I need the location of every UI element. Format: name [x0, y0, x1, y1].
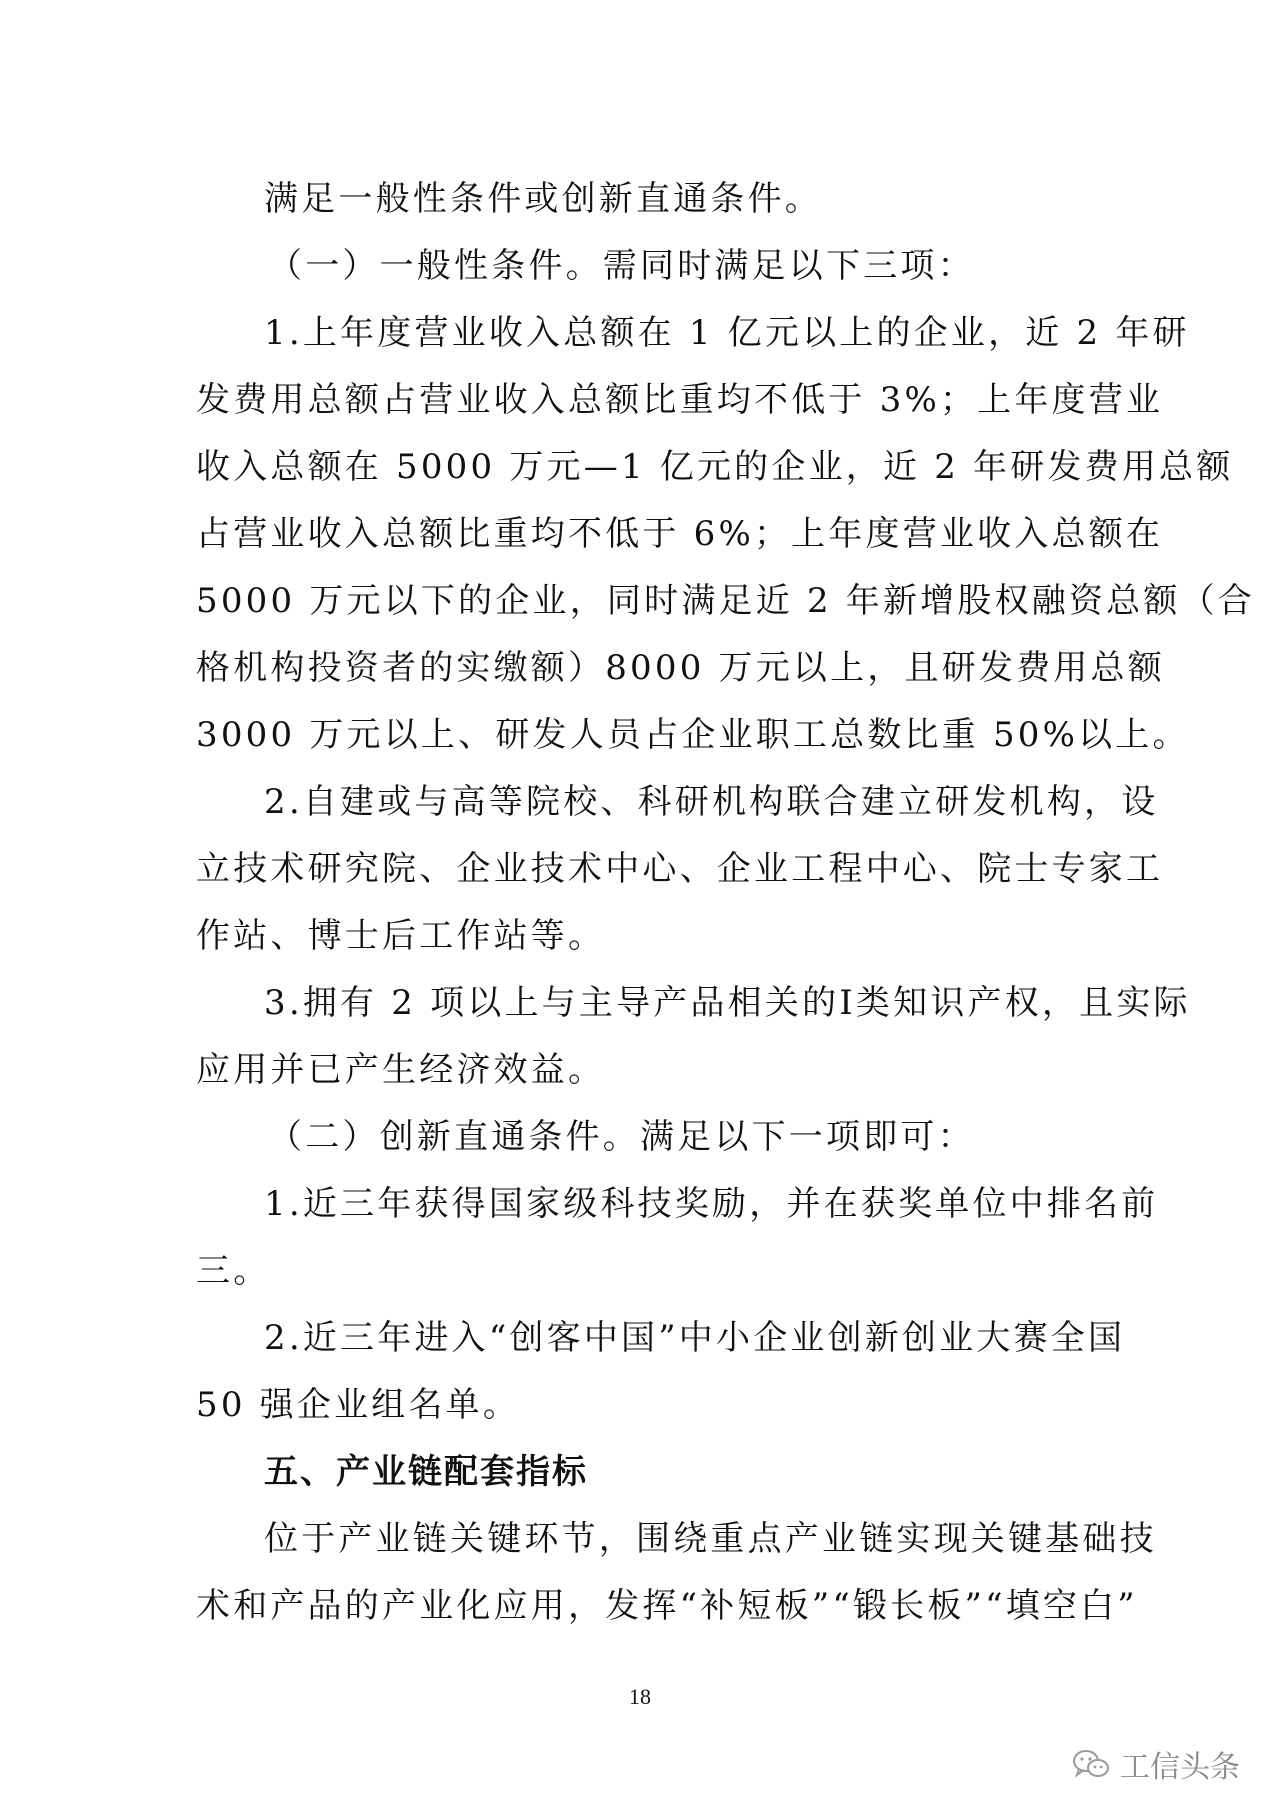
text-line: 格机构投资者的实缴额）8000 万元以上，且研发费用总额	[196, 648, 1165, 688]
section-heading: 五、产业链配套指标	[264, 1452, 588, 1492]
text-line: 发费用总额占营业收入总额比重均不低于 3%；上年度营业	[196, 380, 1164, 420]
text-line: 2.近三年进入“创客中国”中小企业创新创业大赛全国	[264, 1318, 1126, 1358]
page-number: 18	[629, 1684, 651, 1709]
text-line: 应用并已产生经济效益。	[196, 1050, 606, 1090]
text-line: 占营业收入总额比重均不低于 6%；上年度营业收入总额在	[196, 514, 1164, 554]
text-line: 3.拥有 2 项以上与主导产品相关的I类知识产权，且实际	[264, 983, 1191, 1023]
document-body	[196, 166, 1255, 1640]
text-line: 1.上年度营业收入总额在 1 亿元以上的企业，近 2 年研	[264, 313, 1190, 353]
text-line: 术和产品的产业化应用，发挥“补短板”“锻长板”“填空白”	[196, 1586, 1138, 1626]
text-line: 3000 万元以上、研发人员占企业职工总数比重 50%以上。	[196, 715, 1190, 755]
text-line: 立技术研究院、企业技术中心、企业工程中心、院士专家工	[196, 849, 1164, 889]
watermark-label: 工信头条	[1120, 1750, 1240, 1785]
wechat-icon	[1072, 1748, 1110, 1780]
text-line: 三。	[196, 1251, 271, 1291]
text-line: 2.自建或与高等院校、科研机构联合建立研发机构，设	[264, 782, 1159, 822]
text-line: 5000 万元以下的企业，同时满足近 2 年新增股权融资总额（合	[196, 581, 1255, 621]
text-line: （一）一般性条件。需同时满足以下三项：	[268, 246, 975, 286]
text-line: （二）创新直通条件。满足以下一项即可：	[268, 1117, 975, 1157]
text-line: 1.近三年获得国家级科技奖励，并在获奖单位中排名前	[264, 1184, 1159, 1224]
text-line: 收入总额在 5000 万元—1 亿元的企业，近 2 年研发费用总额	[196, 447, 1234, 487]
text-line: 位于产业链关键环节，围绕重点产业链实现关键基础技	[264, 1519, 1157, 1559]
text-line: 作站、博士后工作站等。	[196, 916, 606, 956]
text-line: 满足一般性条件或创新直通条件。	[264, 179, 822, 219]
text-line: 50 强企业组名单。	[196, 1385, 521, 1425]
watermark	[1072, 1742, 1240, 1786]
